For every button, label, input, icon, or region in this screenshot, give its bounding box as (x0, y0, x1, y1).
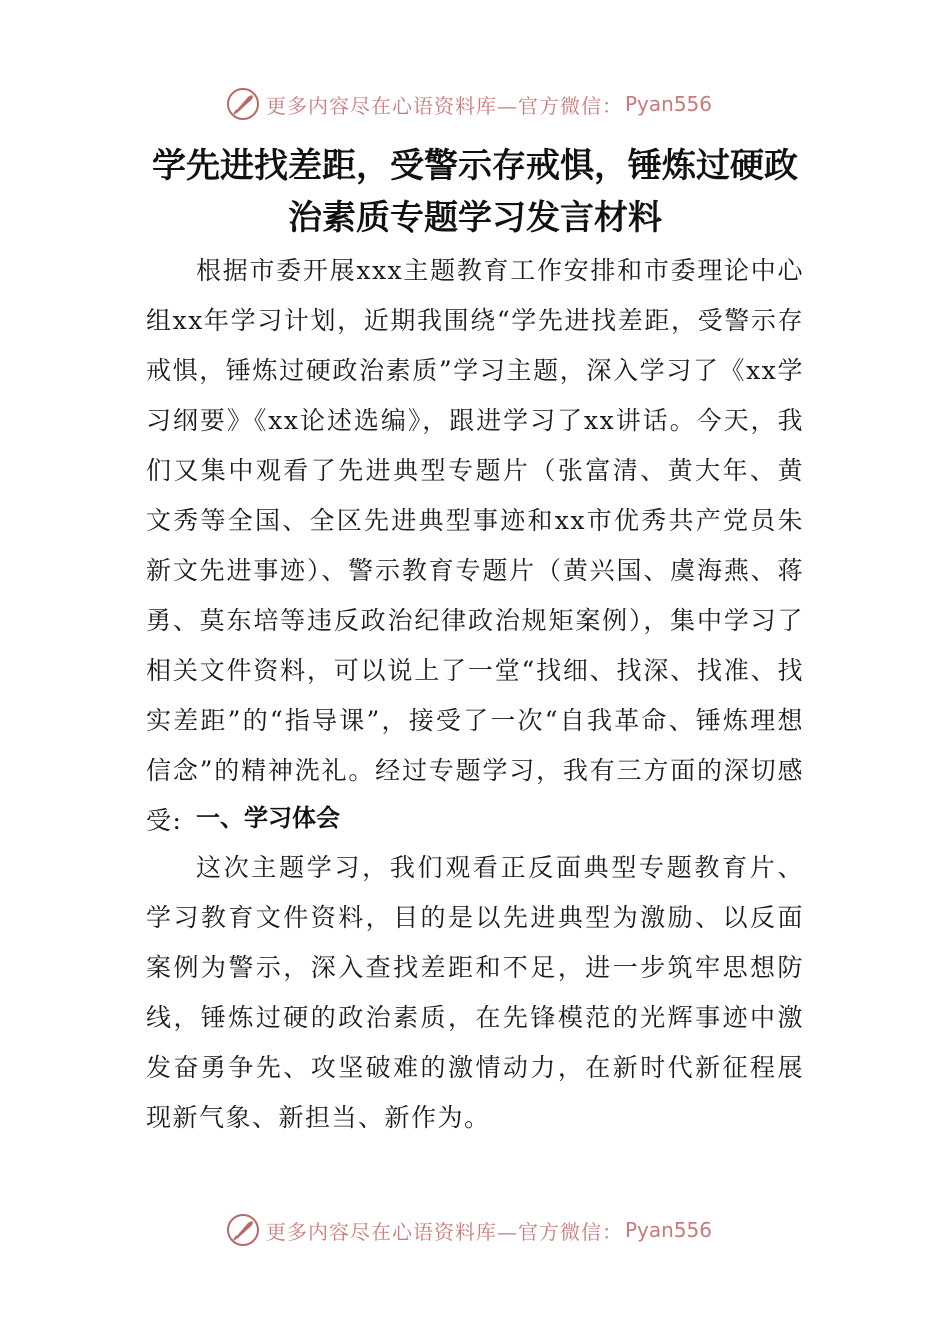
document-title: 学先进找差距，受警示存戒惧，锤炼过硬政治素质专题学习发言材料 (152, 146, 798, 238)
watermark-text: 更多内容尽在心语资料库—官方微信： (266, 1219, 623, 1244)
quill-pen-icon (226, 1213, 260, 1247)
header-watermark (226, 84, 712, 124)
footer-watermark (226, 1210, 712, 1250)
section-paragraph: 这次主题学习，我们观看正反面典型专题教育片、学习教育文件资料，目的是以先进典型为激励、以反面案例为警示，深入查找差距和不足，进一步筑牢思想防线，锤炼过硬的政治素质，在先锋模范的光辉事迹中激发奋勇争先、攻坚破难的激情动力，在新时代新征程展现新气象、新担当、新作为。 (146, 853, 804, 1132)
intro-paragraph: 根据市委开展xxx主题教育工作安排和市委理论中心组xx年学习计划，近期我围绕“学先进找差距，受警示存戒惧，锤炼过硬政治素质”学习主题，深入学习了《xx学习纲要》《xx论述选编》，跟进学习了xx讲话。今天，我们又集中观看了先进典型专题片（张富清、黄大年、黄文秀等全国、全区先进典型事迹和xx市优秀共产党员朱新文先进事迹）、警示教育专题片（黄兴国、虞海燕、蒋勇、莫东培等违反政治纪律政治规矩案例），集中学习了相关文件资料，可以说上了一堂“找细、找深、找准、找实差距”的“指导课”，接受了一次“自我革命、锤炼理想信念”的精神洗礼。经过专题学习，我有三方面的深切感受: (146, 256, 804, 835)
watermark-text: 更多内容尽在心语资料库—官方微信： (266, 93, 623, 118)
watermark-handle: Pyan556 (625, 1218, 713, 1242)
quill-pen-icon (226, 87, 260, 121)
watermark-handle: Pyan556 (625, 92, 713, 116)
section-heading: 一、学习体会 (196, 804, 340, 832)
